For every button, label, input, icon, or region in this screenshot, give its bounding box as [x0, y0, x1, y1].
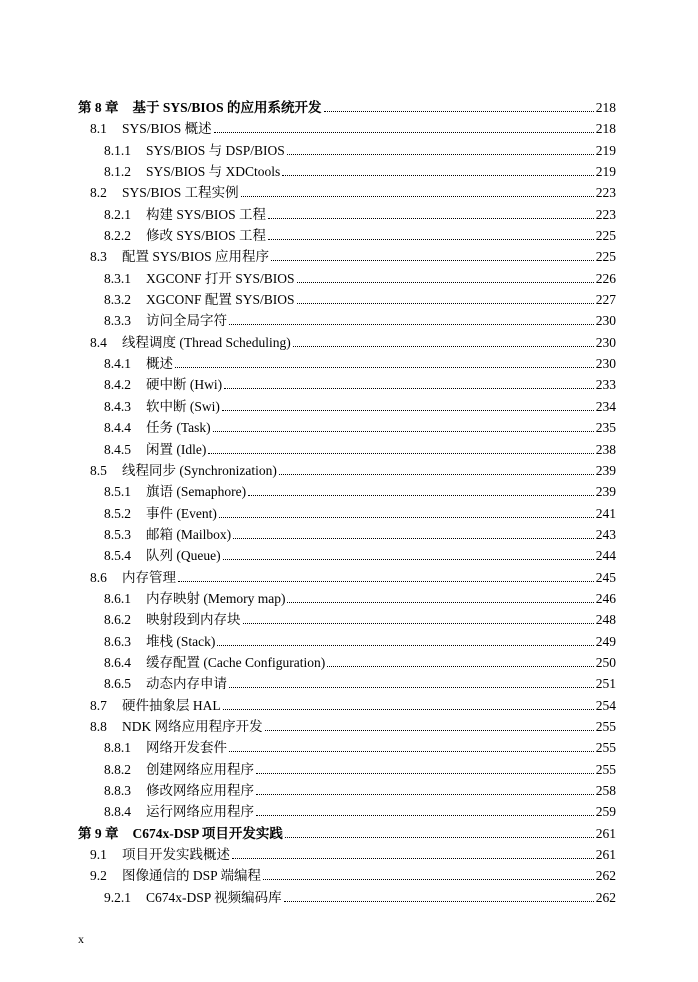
- toc-entry[interactable]: [78, 567, 616, 588]
- dot-leader: [287, 154, 594, 155]
- toc-entry-title: 任务 (Task): [146, 420, 211, 436]
- toc-entry-title: 硬件抽象层 HAL: [122, 697, 221, 713]
- toc-entry-title: 网络开发套件: [146, 740, 227, 756]
- toc-entry-number: 8.1.2: [104, 164, 131, 180]
- toc-entry-page: 245: [595, 569, 616, 585]
- toc-entry-page: 223: [595, 206, 616, 222]
- toc-entry-page: 241: [595, 505, 616, 521]
- toc-entry-page: 254: [595, 697, 616, 713]
- dot-leader: [229, 324, 594, 325]
- toc-entry[interactable]: [78, 140, 616, 161]
- page-number-footer: x: [78, 932, 84, 946]
- dot-leader: [268, 218, 594, 219]
- toc-entry-number: 8.5.2: [104, 505, 131, 521]
- toc-entry[interactable]: [78, 439, 616, 460]
- dot-leader: [241, 196, 594, 197]
- toc-entry-page: 218: [595, 121, 616, 137]
- toc-entry-number: 8.4: [90, 334, 107, 350]
- toc-entry-page: 244: [595, 548, 616, 564]
- table-of-contents: [78, 97, 616, 908]
- toc-entry-number: 8.4.1: [104, 356, 131, 372]
- toc-entry[interactable]: [78, 396, 616, 417]
- toc-entry-page: 230: [595, 334, 616, 350]
- dot-leader: [256, 773, 594, 774]
- toc-entry-title: 修改网络应用程序: [146, 783, 254, 798]
- toc-entry[interactable]: [78, 652, 616, 673]
- toc-entry-title: NDK 网络应用程序开发: [122, 718, 263, 734]
- toc-entry-page: 248: [595, 612, 616, 628]
- toc-entry-number: 8.7: [90, 697, 107, 713]
- toc-entry-number: 8.6.3: [104, 633, 131, 649]
- toc-entry-title: XGCONF 打开 SYS/BIOS: [146, 270, 295, 286]
- toc-entry-page: 239: [595, 484, 616, 500]
- toc-entry-title: 创建网络应用程序: [146, 761, 254, 777]
- toc-entry-number: 9.2.1: [104, 889, 131, 905]
- toc-entry-number: 8.1: [90, 121, 107, 137]
- toc-entry-page: 226: [595, 270, 616, 286]
- toc-entry-page: 261: [595, 847, 616, 863]
- dot-leader: [233, 538, 594, 539]
- toc-entry-number: 8.5.1: [104, 484, 131, 500]
- toc-entry-number: 8.6.2: [104, 612, 131, 628]
- toc-entry-number: 8.4.3: [104, 398, 131, 414]
- dot-leader: [268, 239, 594, 240]
- toc-entry-page: 262: [595, 868, 616, 884]
- dot-leader: [248, 495, 594, 496]
- dot-leader: [271, 260, 594, 261]
- toc-entry[interactable]: [78, 225, 616, 246]
- toc-entry-title: 内存映射 (Memory map): [146, 590, 286, 606]
- toc-entry[interactable]: [78, 759, 616, 780]
- toc-entry-title: 线程同步 (Synchronization): [122, 462, 277, 478]
- toc-entry-title: 内存管理: [122, 569, 176, 585]
- toc-entry-page: 219: [595, 164, 616, 180]
- toc-entry-page: 250: [595, 654, 616, 670]
- toc-chapter-entry[interactable]: [78, 823, 616, 844]
- toc-entry-title: 邮箱 (Mailbox): [146, 526, 232, 542]
- dot-leader: [265, 730, 594, 731]
- toc-entry-title: 堆栈 (Stack): [146, 633, 216, 649]
- toc-entry-number: 8.3.2: [104, 292, 131, 308]
- toc-entry-number: 8.2.2: [104, 228, 131, 244]
- toc-entry-number: 8.8.3: [104, 783, 131, 798]
- toc-entry-title: 软中断 (Swi): [146, 398, 220, 414]
- dot-leader: [213, 431, 594, 432]
- toc-entry-page: 218: [595, 100, 616, 115]
- toc-entry-number: 8.8: [90, 718, 107, 734]
- toc-entry-number: 8.2.1: [104, 206, 131, 222]
- toc-entry-number: 8.8.1: [104, 740, 131, 756]
- toc-entry-title: 线程调度 (Thread Scheduling): [122, 334, 291, 350]
- dot-leader: [256, 815, 594, 816]
- toc-entry[interactable]: [78, 716, 616, 737]
- toc-entry[interactable]: [78, 289, 616, 310]
- toc-entry-title: 运行网络应用程序: [146, 804, 254, 820]
- toc-entry-page: 227: [595, 292, 616, 308]
- dot-leader: [229, 687, 594, 688]
- toc-entry-page: 261: [595, 825, 616, 841]
- toc-entry-title: 事件 (Event): [146, 505, 217, 521]
- toc-entry-number: 8.4.2: [104, 377, 131, 393]
- dot-leader: [284, 901, 594, 902]
- toc-entry-number: 8.5: [90, 462, 107, 478]
- toc-entry[interactable]: [78, 182, 616, 203]
- toc-entry-page: 225: [595, 228, 616, 244]
- toc-entry-title: C674x-DSP 项目开发实践: [132, 825, 283, 841]
- dot-leader: [282, 175, 593, 176]
- toc-chapter-entry[interactable]: [78, 97, 616, 118]
- toc-entry[interactable]: [78, 118, 616, 139]
- toc-entry-page: 233: [595, 377, 616, 393]
- toc-entry-title: 访问全局字符: [146, 313, 227, 329]
- toc-entry-number: 8.8.2: [104, 761, 131, 777]
- toc-entry-page: 239: [595, 462, 616, 478]
- toc-entry-title: SYS/BIOS 与 DSP/BIOS: [146, 142, 285, 158]
- toc-entry[interactable]: [78, 801, 616, 822]
- toc-entry-title: 修改 SYS/BIOS 工程: [146, 228, 267, 244]
- dot-leader: [219, 517, 594, 518]
- toc-entry-number: 8.5.4: [104, 548, 131, 564]
- toc-entry-title: C674x-DSP 视频编码库: [146, 889, 282, 905]
- dot-leader: [232, 858, 594, 859]
- toc-entry[interactable]: [78, 310, 616, 331]
- toc-entry-title: 闲置 (Idle): [146, 441, 207, 457]
- toc-entry-title: 动态内存申请: [146, 676, 227, 692]
- toc-entry-title: SYS/BIOS 概述: [122, 121, 212, 137]
- toc-entry-number: 9.2: [90, 868, 107, 884]
- dot-leader: [214, 132, 594, 133]
- toc-entry-title: SYS/BIOS 与 XDCtools: [146, 164, 281, 180]
- toc-entry-title: 概述: [146, 356, 173, 372]
- toc-entry-number: 8.4.4: [104, 420, 131, 436]
- toc-entry-page: 230: [595, 356, 616, 372]
- dot-leader: [217, 645, 593, 646]
- dot-leader: [287, 602, 593, 603]
- toc-entry-title: 缓存配置 (Cache Configuration): [146, 654, 326, 670]
- dot-leader: [297, 303, 594, 304]
- toc-entry[interactable]: [78, 588, 616, 609]
- dot-leader: [243, 623, 594, 624]
- toc-entry-page: 246: [595, 590, 616, 606]
- dot-leader: [297, 282, 594, 283]
- toc-entry-title: 硬中断 (Hwi): [146, 377, 223, 393]
- dot-leader: [256, 794, 594, 795]
- toc-entry[interactable]: [78, 246, 616, 267]
- toc-entry-page: 223: [595, 185, 616, 201]
- toc-entry-page: 238: [595, 441, 616, 457]
- toc-entry-title: 映射段到内存块: [146, 612, 241, 628]
- toc-entry-number: 8.6.1: [104, 590, 131, 606]
- toc-entry-title: 旗语 (Semaphore): [146, 484, 247, 500]
- dot-leader: [208, 453, 593, 454]
- toc-entry-page: 258: [595, 783, 616, 798]
- toc-entry-page: 255: [595, 718, 616, 734]
- toc-entry-title: 配置 SYS/BIOS 应用程序: [122, 249, 270, 265]
- dot-leader: [178, 581, 594, 582]
- toc-entry[interactable]: [78, 460, 616, 481]
- toc-entry-page: 262: [595, 889, 616, 905]
- toc-entry-number: 8.3: [90, 249, 107, 265]
- toc-entry-page: 255: [595, 761, 616, 777]
- toc-entry-title: SYS/BIOS 工程实例: [122, 185, 239, 201]
- toc-entry-number: 8.3.1: [104, 270, 131, 286]
- toc-entry-number: 8.6.4: [104, 654, 131, 670]
- toc-entry[interactable]: [78, 780, 616, 801]
- toc-entry-title: 基于 SYS/BIOS 的应用系统开发: [132, 100, 322, 115]
- toc-entry-page: 249: [595, 633, 616, 649]
- toc-entry[interactable]: [78, 204, 616, 225]
- toc-entry[interactable]: [78, 737, 616, 758]
- toc-entry[interactable]: [78, 887, 616, 908]
- dot-leader: [293, 346, 594, 347]
- toc-entry[interactable]: [78, 865, 616, 886]
- dot-leader: [324, 111, 594, 112]
- toc-entry[interactable]: [78, 844, 616, 865]
- dot-leader: [285, 837, 594, 838]
- toc-entry-page: 259: [595, 804, 616, 820]
- toc-entry-page: 219: [595, 142, 616, 158]
- toc-entry-number: 第 9 章: [78, 825, 119, 841]
- toc-entry-number: 8.5.3: [104, 526, 131, 542]
- toc-entry-page: 234: [595, 398, 616, 414]
- toc-entry-title: 队列 (Queue): [146, 548, 221, 564]
- toc-entry-title: XGCONF 配置 SYS/BIOS: [146, 292, 295, 308]
- toc-entry[interactable]: [78, 503, 616, 524]
- toc-entry-number: 8.6.5: [104, 676, 131, 692]
- dot-leader: [223, 709, 594, 710]
- toc-entry-number: 8.2: [90, 185, 107, 201]
- dot-leader: [263, 879, 594, 880]
- dot-leader: [279, 474, 594, 475]
- toc-entry-title: 构建 SYS/BIOS 工程: [146, 206, 267, 222]
- toc-entry-page: 255: [595, 740, 616, 756]
- toc-entry-number: 9.1: [90, 847, 107, 863]
- dot-leader: [327, 666, 594, 667]
- toc-entry[interactable]: [78, 545, 616, 566]
- toc-entry[interactable]: [78, 374, 616, 395]
- toc-entry[interactable]: [78, 332, 616, 353]
- dot-leader: [223, 559, 594, 560]
- toc-entry-page: 235: [595, 420, 616, 436]
- toc-entry[interactable]: [78, 268, 616, 289]
- toc-entry-number: 8.6: [90, 569, 107, 585]
- toc-entry[interactable]: [78, 609, 616, 630]
- toc-entry[interactable]: [78, 481, 616, 502]
- toc-entry-number: 8.1.1: [104, 142, 131, 158]
- toc-entry[interactable]: [78, 161, 616, 182]
- toc-entry[interactable]: [78, 673, 616, 694]
- toc-entry[interactable]: [78, 417, 616, 438]
- dot-leader: [222, 410, 594, 411]
- toc-entry-number: 第 8 章: [78, 100, 119, 115]
- dot-leader: [175, 367, 594, 368]
- toc-entry[interactable]: [78, 353, 616, 374]
- toc-entry-page: 225: [595, 249, 616, 265]
- toc-entry-title: 图像通信的 DSP 端编程: [122, 868, 262, 884]
- dot-leader: [229, 751, 594, 752]
- toc-entry-title: 项目开发实践概述: [122, 847, 230, 863]
- toc-entry[interactable]: [78, 631, 616, 652]
- toc-entry[interactable]: [78, 695, 616, 716]
- toc-entry[interactable]: [78, 524, 616, 545]
- toc-entry-page: 251: [595, 676, 616, 692]
- toc-entry-number: 8.3.3: [104, 313, 131, 329]
- toc-entry-page: 243: [595, 526, 616, 542]
- toc-entry-number: 8.4.5: [104, 441, 131, 457]
- toc-entry-page: 230: [595, 313, 616, 329]
- toc-entry-number: 8.8.4: [104, 804, 131, 820]
- dot-leader: [224, 388, 594, 389]
